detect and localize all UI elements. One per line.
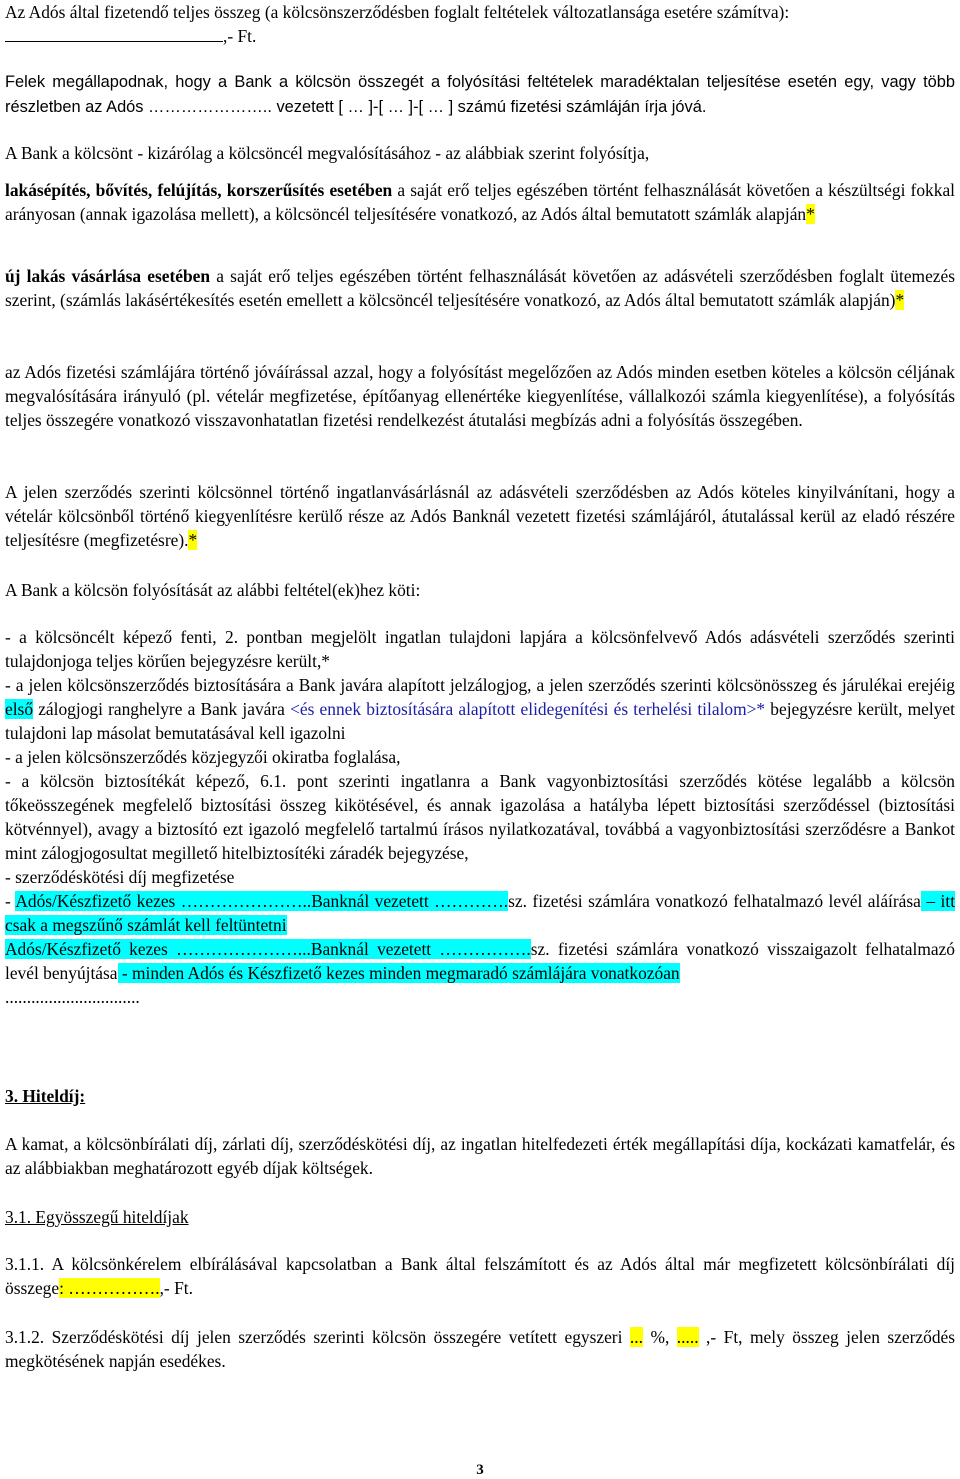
total-amount-blank-line: ,- Ft. — [5, 24, 256, 48]
list-item: - a kölcsöncélt képező fenti, 2. pontban megjelölt ingatlan tulajdoni lapjára a kölcsönfelvevő Adós adásvételi szerződés szerinti tulajdonjoga teljes körűen bejegyzésre került,* — [5, 627, 955, 671]
conditions-list — [5, 625, 955, 1009]
list-item: - a jelen kölcsönszerződés biztosítására a Bank javára alapított jelzálogjog, a jelen szerződés szerinti kölcsönösszeg és járulékai erejéig első zálogjogi ranghelyre a Bank javára <és ennek biztosítására alapított elidegenítési és terhelési tilalom>* bejegyzésre került, melyet tulajdoni lap másolat bemutatásával kell igazolni — [5, 675, 955, 743]
fee-definition-paragraph: A kamat, a kölcsönbírálati díj, zárlati díj, szerződéskötési díj, az ingatlan hitelfedezeti érték megállapítási díja, kockázati kamatfelár, és az alábbiakban meghatározott egyéb díjak költségek. — [5, 1134, 955, 1178]
section-heading: 3. Hiteldíj: — [5, 1086, 86, 1106]
amount-blank — [5, 27, 223, 42]
subsection-heading: 3.1. Egyösszegű hiteldíjak — [5, 1207, 189, 1227]
disbursement-intro: A Bank a kölcsönt - kizárólag a kölcsöncél megvalósításához - az alábbiak szerint folyósítja, — [5, 143, 650, 163]
disbursement-account-paragraph: Felek megállapodnak, hogy a Bank a kölcsön összegét a folyósítási feltételek maradéktalan teljesítése esetén egy, vagy több részletben az Adós ………………….. vezetett [ … ]-[ … ]-[ … ] számú fizetési számláján írja jóvá. — [5, 73, 955, 116]
list-dots: ............................... — [5, 987, 140, 1007]
assessment-fee-paragraph: 3.1.1. A kölcsönkérelem elbírálásával kapcsolatban a Bank által felszámított és az Adós által már megfizetett kölcsönbírálati díj összege: …………….,- Ft. — [5, 1254, 955, 1298]
new-flat-paragraph: új lakás vásárlása esetében a saját erő teljes egészében történt felhasználását követően az adásvételi szerződésben foglalt ütemezés szerint, (számlás lakásértékesítés esetén emellett a kölcsöncél teljesítésére vonatkozó, az Adós által bemutatott számlák alapján)* — [5, 266, 955, 310]
account-credit-paragraph: az Adós fizetési számlájára történő jóváírással azzal, hogy a folyósítást megelőzően az Adós minden esetben köteles a kölcsön céljának megvalósítására irányuló (pl. vételár megfizetése, építőanyag ellenértéke kiegyenlítése, vállalkozói számla kiegyenlítése), a folyósítás teljes összegére vonatkozó visszavonhatatlan fizetési rendelkezést átutalási megbízás adni a folyósítás összegében. — [5, 362, 955, 430]
list-item: - a jelen kölcsönszerződés közjegyzői okiratba foglalása, — [5, 747, 401, 767]
list-item: - a kölcsön biztosítékát képező, 6.1. pont szerinti ingatlanra a Bank vagyonbiztosítási szerződés kötése legalább a kölcsön tőkeösszegének megfelelő biztosítási összeg kikötésével, és annak igazolása a hatályba lépett biztosítási szerződéssel (biztosítási kötvénnyel), avagy a biztosító ezt igazoló megfelelő tartalmú írásos nyilatkozatával, továbbá a vagyonbiztosítási szerződésre a Bankot mint zálogjogosultat megillető hitelbiztosítéki záradék bejegyzése, — [5, 771, 955, 863]
purchase-paragraph: A jelen szerződés szerinti kölcsönnel történő ingatlanvásárlásnál az adásvételi szerződésben az Adós köteles kinyilvánítani, hogy a vételár kölcsönből történő kiegyenlítésre kerülő része az Adós Banknál vezetett fizetési számlájáról, átutalással kerül az eladó részére teljesítésre (megfizetésre).* — [5, 482, 955, 550]
page-number: 3 — [476, 1462, 484, 1478]
list-item: Adós/Készfizető kezes …………………...Banknál vezetett …………….sz. fizetési számlára vonatkozó visszaigazolt felhatalmazó levél benyújtása - minden Adós és Készfizető kezes minden megmaradó számlájára vonatkozóan — [5, 939, 955, 983]
list-item: - szerződéskötési díj megfizetése — [5, 867, 235, 887]
total-amount-paragraph: Az Adós által fizetendő teljes összeg (a kölcsönszerződésben foglalt feltételek változatlansága esetére számítva): — [5, 2, 790, 22]
conditions-intro: A Bank a kölcsön folyósítását az alábbi feltétel(ek)hez köti: — [5, 580, 421, 600]
construction-paragraph: lakásépítés, bővítés, felújítás, korszerűsítés esetében a saját erő teljes egészében történt felhasználását követően a készültségi fokkal arányosan (annak igazolása mellett), a kölcsöncél teljesítésére vonatkozó, az Adós által bemutatott számlák alapján* — [5, 180, 955, 224]
list-item: - Adós/Készfizető kezes …………………..Banknál vezetett ………….sz. fizetési számlára vonatkozó felhatalmazó levél aláírása – itt csak a megszűnő számlát kell feltüntetni — [5, 891, 956, 935]
contract-fee-paragraph: 3.1.2. Szerződéskötési díj jelen szerződés szerinti kölcsön összegére vetített egyszeri ... %, ..... ,- Ft, mely összeg jelen szerződés megkötésének napján esedékes. — [5, 1327, 956, 1371]
